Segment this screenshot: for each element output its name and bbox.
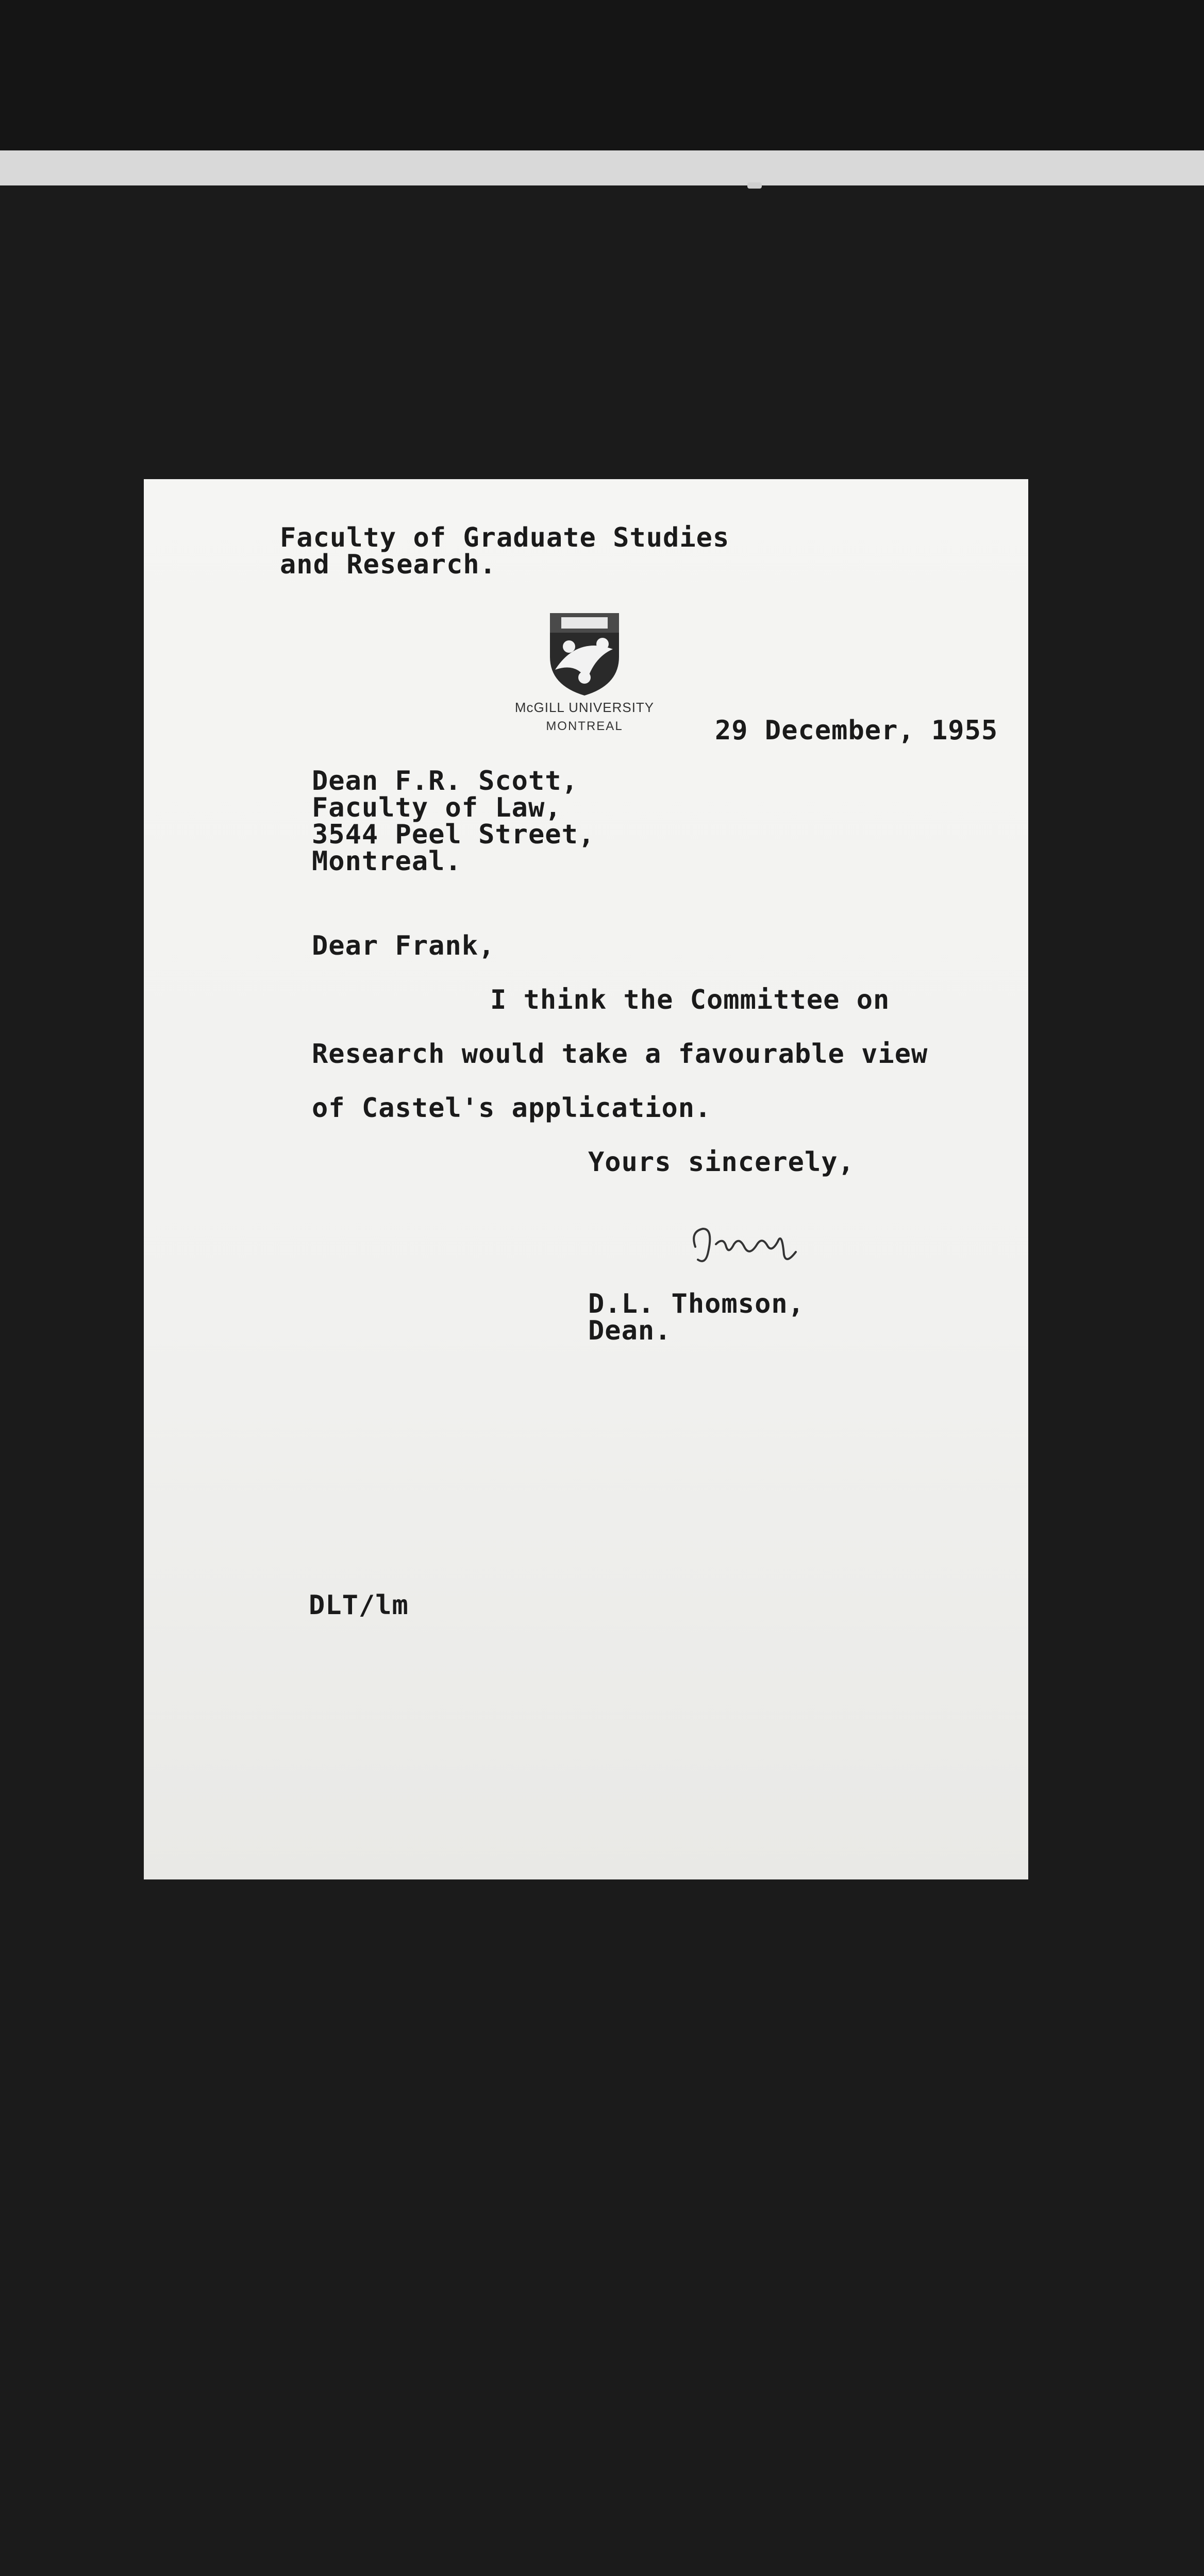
salutation: Dear Frank, <box>312 930 495 961</box>
film-tab <box>747 182 762 189</box>
recipient-name: Dean F.R. Scott, <box>312 766 578 796</box>
mcgill-crest-icon <box>546 608 623 698</box>
signer-name: D.L. Thomson, <box>588 1289 805 1319</box>
recipient-street: 3544 Peel Street, <box>312 819 595 850</box>
letterhead-university: McGILL UNIVERSITY <box>514 700 655 715</box>
body-line-3: of Castel's application. <box>312 1093 712 1124</box>
reference-initials: DLT/lm <box>309 1590 409 1621</box>
letter-page <box>144 479 1028 1879</box>
film-strip-top <box>0 150 1204 185</box>
letter-date: 29 December, 1955 <box>715 715 998 746</box>
letterhead-city: MONTREAL <box>546 719 623 733</box>
closing: Yours sincerely, <box>588 1147 855 1178</box>
letterhead-faculty-line2: and Research. <box>280 549 496 580</box>
handwritten-signature <box>685 1216 804 1278</box>
body-line-1: I think the Committee on <box>490 985 890 1015</box>
body-line-2: Research would take a favourable view <box>312 1039 928 1070</box>
recipient-city: Montreal. <box>312 846 462 877</box>
film-top-border <box>0 0 1204 155</box>
signer-title: Dean. <box>588 1315 672 1346</box>
recipient-dept: Faculty of Law, <box>312 792 562 823</box>
letterhead-faculty-line1: Faculty of Graduate Studies <box>280 522 730 553</box>
